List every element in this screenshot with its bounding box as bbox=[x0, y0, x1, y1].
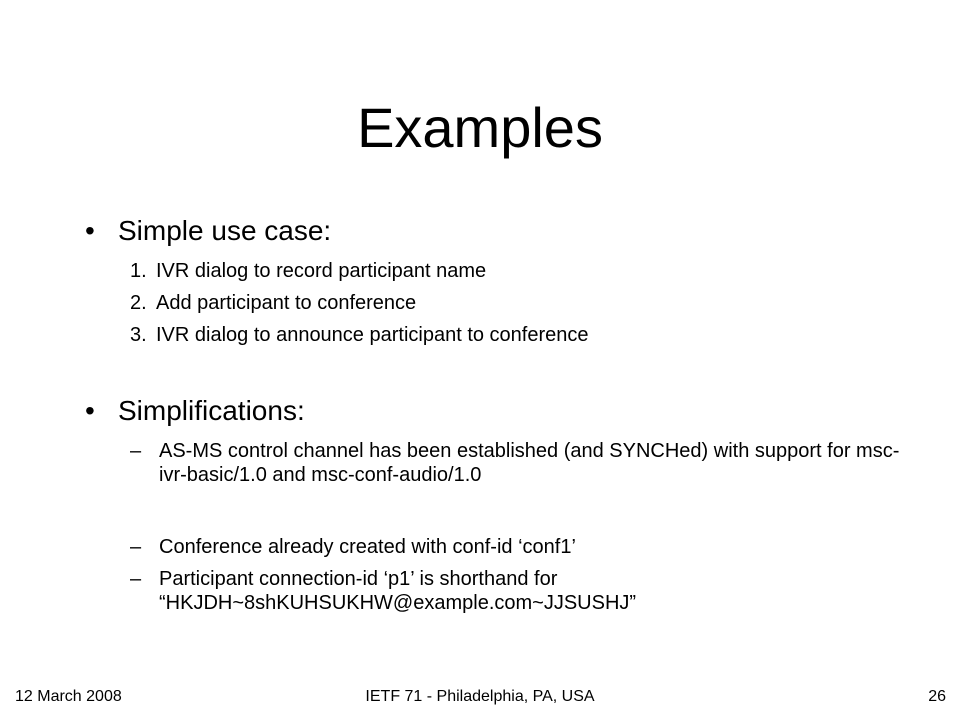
numbered-list bbox=[130, 259, 589, 355]
bullet-simplifications bbox=[85, 394, 305, 428]
list-item bbox=[130, 323, 589, 355]
list-item bbox=[130, 567, 910, 615]
footer-date: 12 March 2008 bbox=[15, 688, 122, 705]
list-item-number: 1. bbox=[130, 260, 147, 282]
list-item-dash: – bbox=[130, 440, 142, 462]
list-item-text: Conference already created with conf-id ‘conf1’ bbox=[159, 536, 576, 558]
bullet-text: Simplifications: bbox=[118, 395, 305, 426]
list-item-text: Add participant to conference bbox=[156, 292, 417, 314]
bullet-marker: • bbox=[85, 395, 95, 426]
list-item bbox=[130, 259, 589, 291]
list-item bbox=[130, 439, 910, 487]
bullet-simple-use-case bbox=[85, 214, 331, 248]
list-item-text: IVR dialog to record participant name bbox=[156, 260, 487, 282]
list-item-text: Participant connection-id ‘p1’ is shorthand for “HKJDH~8shKUHSUKHW@example.com~JJSUSHJ” bbox=[159, 568, 637, 614]
slide-title: Examples bbox=[357, 96, 603, 159]
footer-event: IETF 71 - Philadelphia, PA, USA bbox=[365, 688, 595, 705]
list-item-text: IVR dialog to announce participant to conference bbox=[156, 324, 589, 346]
list-item-dash: – bbox=[130, 568, 142, 590]
bullet-marker: • bbox=[85, 215, 95, 246]
list-item bbox=[130, 291, 589, 323]
list-item bbox=[130, 535, 910, 559]
list-item-number: 2. bbox=[130, 292, 147, 314]
slide-number: 26 bbox=[928, 688, 946, 705]
list-item-dash: – bbox=[130, 536, 142, 558]
list-item-text: AS-MS control channel has been established (and SYNCHed) with support for msc-ivr-basic/1.0 and msc-conf-audio/1.0 bbox=[159, 440, 900, 486]
list-item-number: 3. bbox=[130, 324, 147, 346]
bullet-text: Simple use case: bbox=[118, 215, 332, 246]
